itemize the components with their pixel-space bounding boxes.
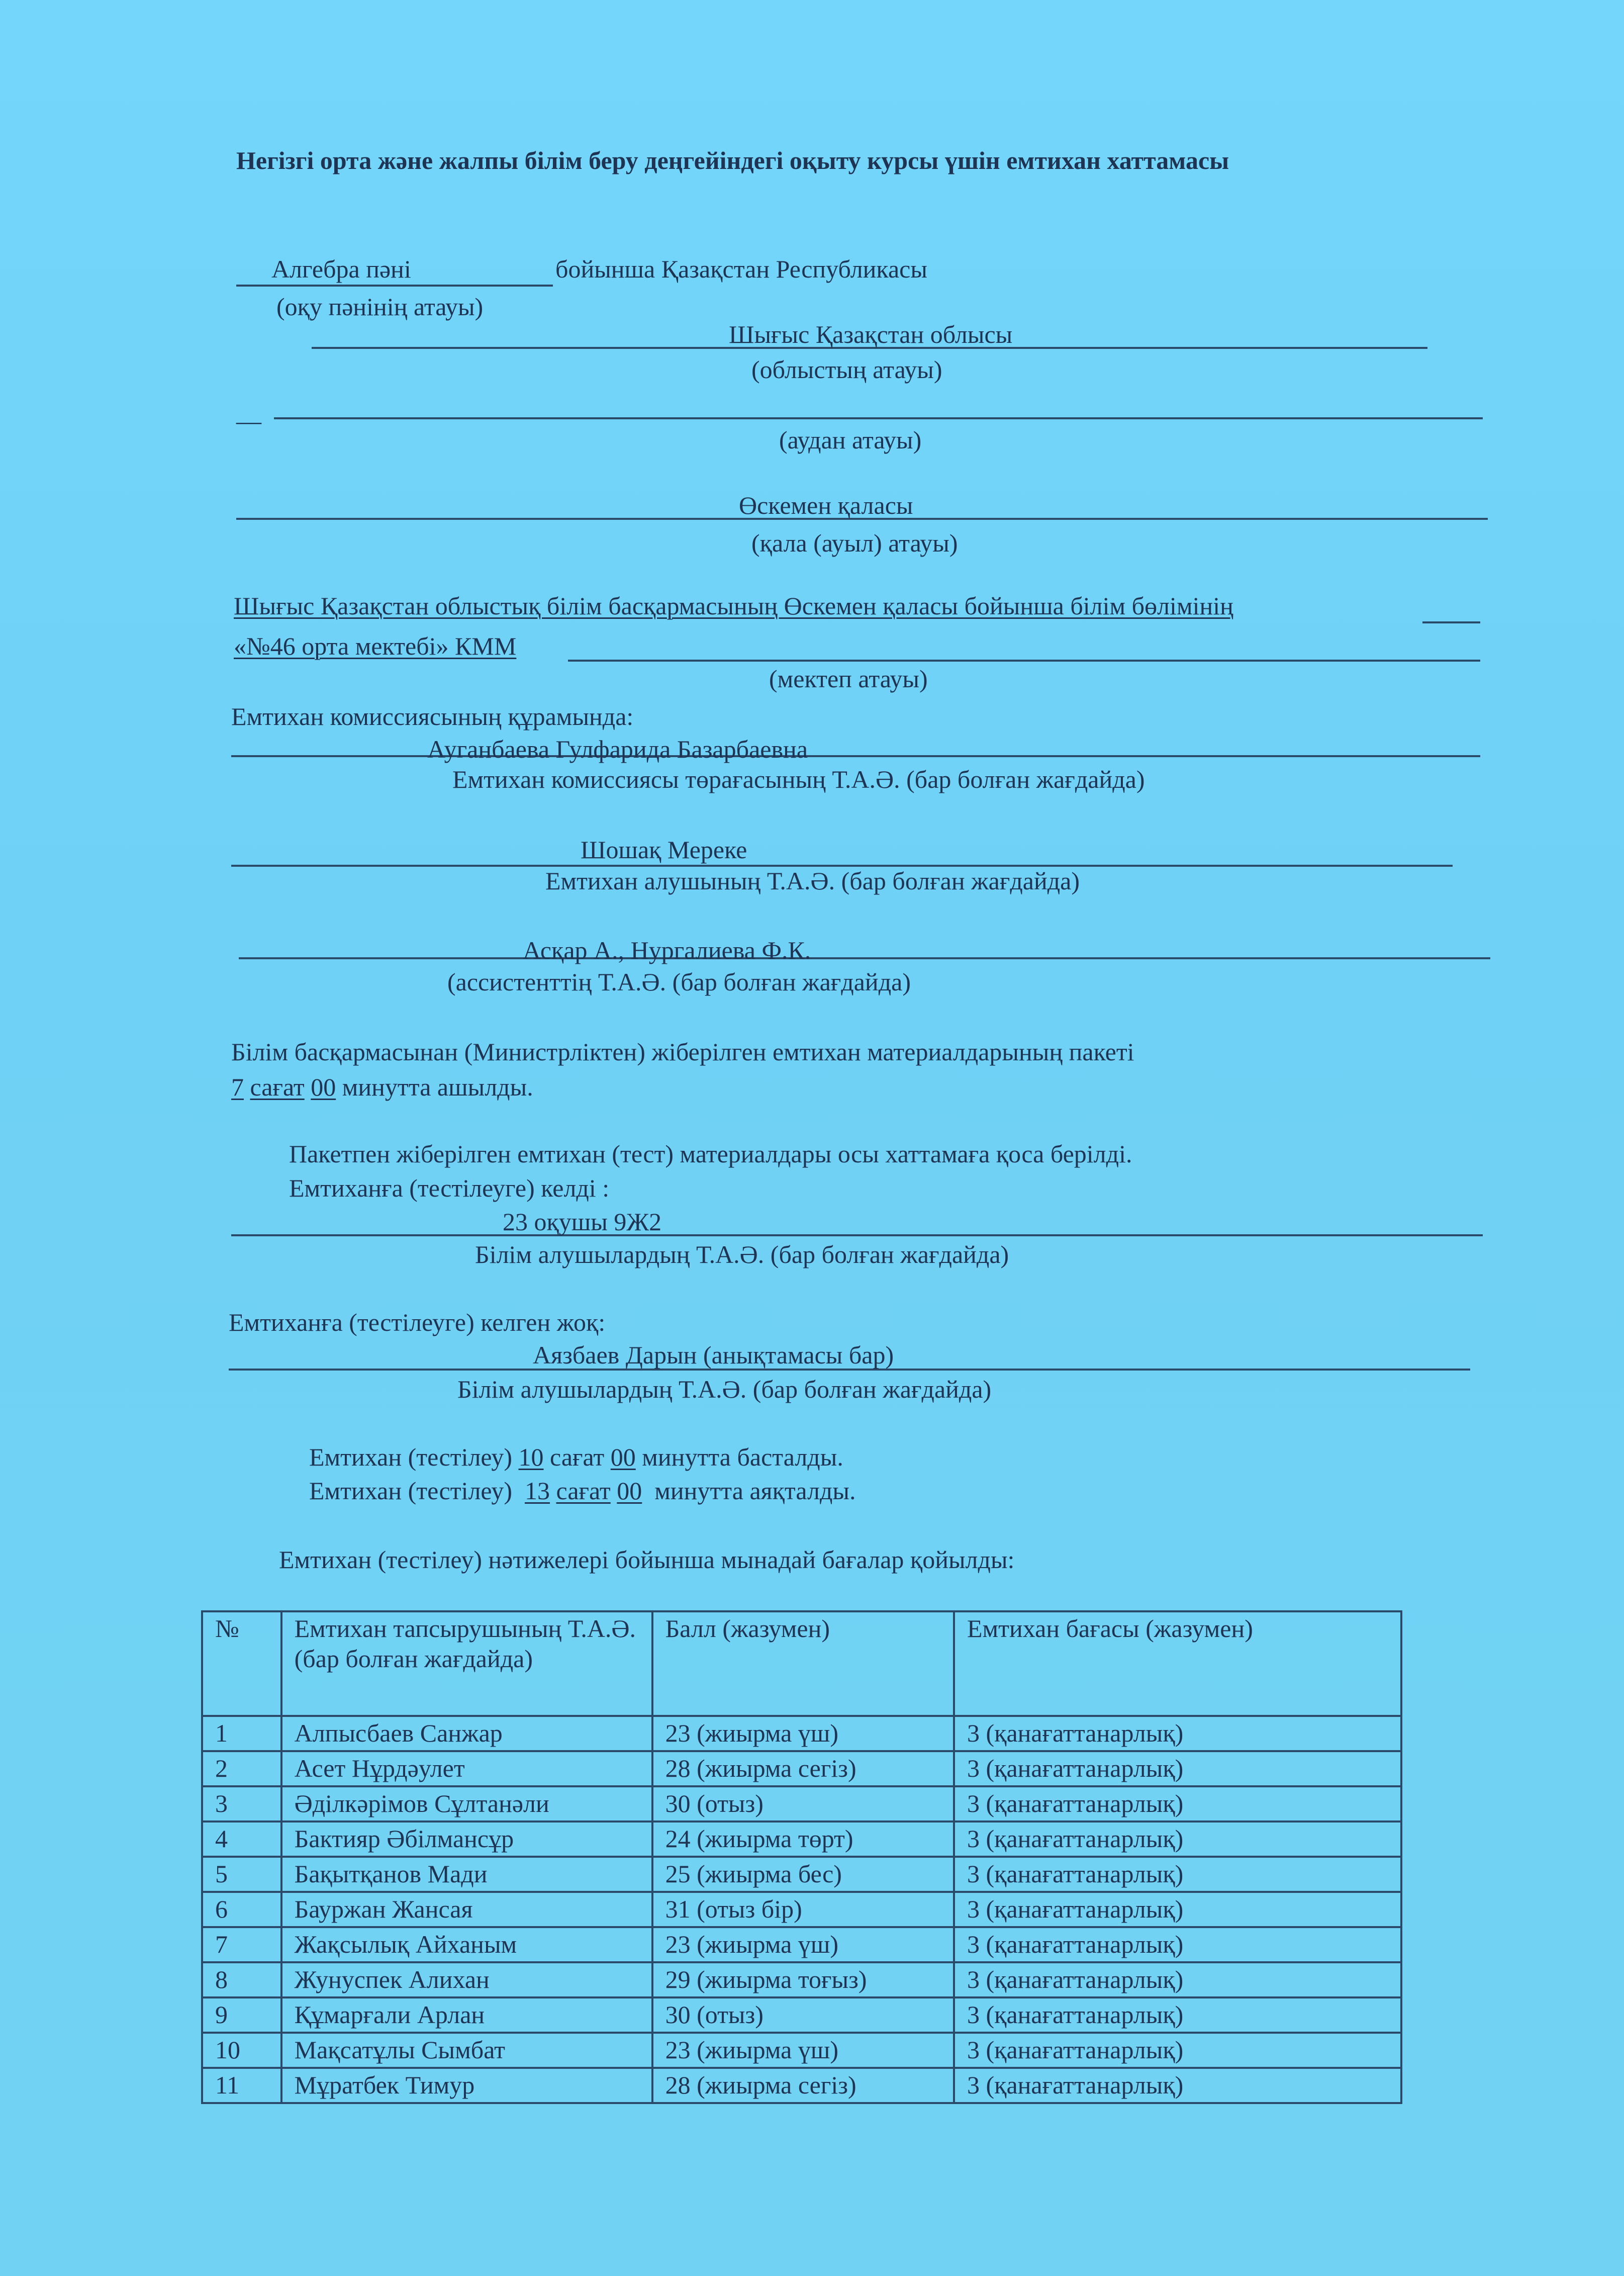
present-students: 23 оқушы 9Ж2 — [503, 1208, 662, 1236]
region-caption: (облыстың атауы) — [751, 355, 942, 384]
row-grade: 3 (қанағаттанарлық) — [954, 1822, 1401, 1857]
end-suffix: минутта аяқталды. — [654, 1477, 856, 1505]
package-minute: 00 — [311, 1073, 336, 1101]
row-number: 5 — [202, 1857, 281, 1892]
absent-heading: Емтиханға (тестілеуге) келген жоқ: — [229, 1308, 606, 1336]
subject-suffix: бойынша Қазақстан Республикасы — [555, 255, 927, 283]
assistants-underline — [239, 957, 1490, 959]
city-value: Өскемен қаласы — [739, 491, 913, 519]
row-number: 4 — [202, 1822, 281, 1857]
table-row — [202, 1822, 1401, 1857]
table-row — [202, 1786, 1401, 1822]
header-name: Емтихан тапсырушының Т.А.Ә. (бар болған жағдайда) — [281, 1611, 652, 1716]
table-header-row — [202, 1611, 1401, 1716]
row-score: 30 (отыз) — [652, 1786, 954, 1822]
row-number: 10 — [202, 2033, 281, 2068]
school-line2-underline — [568, 660, 1480, 662]
materials-line1: Пакетпен жіберілген емтихан (тест) материалдары осы хаттамаға қоса берілді. — [289, 1140, 1132, 1168]
school-caption: (мектеп атауы) — [769, 665, 928, 693]
school-line1: Шығыс Қазақстан облыстық білім басқармасының Өскемен қаласы бойынша білім бөлімінің — [234, 592, 1233, 620]
table-row — [202, 2068, 1401, 2103]
row-grade: 3 (қанағаттанарлық) — [954, 1927, 1401, 1962]
row-name: Бақытқанов Мади — [281, 1857, 652, 1892]
package-hour: 7 — [231, 1073, 244, 1101]
row-name: Мақсатұлы Сымбат — [281, 2033, 652, 2068]
table-row — [202, 1997, 1401, 2033]
table-row — [202, 1857, 1401, 1892]
row-number: 3 — [202, 1786, 281, 1822]
chair-name: Ауганбаева Гулфарида Базарбаевна — [427, 735, 808, 763]
row-number: 7 — [202, 1927, 281, 1962]
present-underline — [231, 1234, 1483, 1236]
row-score: 31 (отыз бір) — [652, 1892, 954, 1927]
city-caption: (қала (ауыл) атауы) — [751, 529, 958, 557]
chair-underline — [231, 755, 1480, 757]
examiner-caption: Емтихан алушының Т.А.Ә. (бар болған жағдайда) — [545, 867, 1080, 895]
examiner-name: Шошақ Мереке — [581, 836, 747, 864]
absent-names: Аязбаев Дарын (анықтамасы бар) — [533, 1341, 894, 1369]
row-score: 23 (жиырма үш) — [652, 1927, 954, 1962]
subject-caption: (оқу пәнінің атауы) — [276, 293, 484, 321]
row-name: Бактияр Әбілмансұр — [281, 1822, 652, 1857]
row-grade: 3 (қанағаттанарлық) — [954, 1716, 1401, 1751]
start-time-line — [309, 1442, 843, 1472]
end-minute: 00 — [617, 1477, 642, 1505]
end-time-line — [309, 1476, 856, 1506]
table-row — [202, 1962, 1401, 1997]
table-row — [202, 1751, 1401, 1786]
table-row — [202, 2033, 1401, 2068]
subject-value: Алгебра пәні — [271, 255, 411, 283]
row-score: 28 (жиырма сегіз) — [652, 1751, 954, 1786]
district-caption: (аудан атауы) — [779, 426, 922, 454]
table-row — [202, 1716, 1401, 1751]
row-name: Әділкәрімов Сұлтанәли — [281, 1786, 652, 1822]
row-number: 6 — [202, 1892, 281, 1927]
results-heading: Емтихан (тестілеу) нәтижелері бойынша мынадай бағалар қойылды: — [279, 1545, 1015, 1574]
region-value: Шығыс Қазақстан облысы — [729, 320, 1013, 348]
row-grade: 3 (қанағаттанарлық) — [954, 2068, 1401, 2103]
row-number: 9 — [202, 1997, 281, 2033]
row-grade: 3 (қанағаттанарлық) — [954, 1892, 1401, 1927]
package-line1: Білім басқармасынан (Министрліктен) жіберілген емтихан материалдарының пакеті — [231, 1038, 1134, 1066]
assistants-name: Асқар А., Нургалиева Ф.К. — [523, 936, 811, 964]
commission-heading: Емтихан комиссиясының құрамында: — [231, 702, 634, 731]
document-title: Негізгі орта және жалпы білім беру деңгейіндегі оқыту курсы үшін емтихан хаттамасы — [236, 146, 1229, 174]
package-hour-word: сағат — [250, 1073, 305, 1101]
row-number: 8 — [202, 1962, 281, 1997]
grades-table — [201, 1610, 1402, 2104]
row-score: 28 (жиырма сегіз) — [652, 2068, 954, 2103]
header-score: Балл (жазумен) — [652, 1611, 954, 1716]
chair-caption: Емтихан комиссиясы төрағасының Т.А.Ә. (бар болған жағдайда) — [452, 765, 1145, 793]
row-grade: 3 (қанағаттанарлық) — [954, 2033, 1401, 2068]
school-line2: «№46 орта мектебі» КММ — [234, 632, 517, 660]
end-hour: 13 — [525, 1477, 550, 1505]
row-name: Құмарғали Арлан — [281, 1997, 652, 2033]
table-row — [202, 1892, 1401, 1927]
present-caption: Білім алушылардың Т.А.Ә. (бар болған жағдайда) — [475, 1240, 1009, 1268]
row-name: Алпысбаев Санжар — [281, 1716, 652, 1751]
assistants-caption: (ассистенттің Т.А.Ә. (бар болған жағдайда) — [447, 968, 911, 996]
table-row — [202, 1927, 1401, 1962]
row-name: Жақсылық Айханым — [281, 1927, 652, 1962]
row-grade: 3 (қанағаттанарлық) — [954, 1962, 1401, 1997]
subject-underline — [236, 285, 553, 287]
header-number: № — [202, 1611, 281, 1716]
absent-caption: Білім алушылардың Т.А.Ә. (бар болған жағдайда) — [457, 1375, 992, 1403]
header-grade: Емтихан бағасы (жазумен) — [954, 1611, 1401, 1716]
start-minute: 00 — [610, 1443, 636, 1471]
row-grade: 3 (қанағаттанарлық) — [954, 1857, 1401, 1892]
materials-line2: Емтиханға (тестілеуге) келді : — [289, 1174, 610, 1202]
row-name: Асет Нұрдәулет — [281, 1751, 652, 1786]
start-suffix: минутта басталды. — [642, 1443, 843, 1471]
row-name: Бауржан Жансая — [281, 1892, 652, 1927]
package-minute-word: минутта ашылды. — [342, 1073, 533, 1101]
district-underline — [274, 417, 1483, 419]
end-hour-word: сағат — [556, 1477, 611, 1505]
row-grade: 3 (қанағаттанарлық) — [954, 1786, 1401, 1822]
start-hour: 10 — [518, 1443, 544, 1471]
row-score: 29 (жиырма тоғыз) — [652, 1962, 954, 1997]
school-line1-tail — [1422, 621, 1480, 623]
row-number: 1 — [202, 1716, 281, 1751]
row-score: 24 (жиырма төрт) — [652, 1822, 954, 1857]
row-score: 23 (жиырма үш) — [652, 2033, 954, 2068]
row-name: Жунуспек Алихан — [281, 1962, 652, 1997]
row-score: 30 (отыз) — [652, 1997, 954, 2033]
row-number: 2 — [202, 1751, 281, 1786]
row-name: Мұратбек Тимур — [281, 2068, 652, 2103]
row-score: 23 (жиырма үш) — [652, 1716, 954, 1751]
district-prefix: __ — [236, 398, 261, 426]
row-grade: 3 (қанағаттанарлық) — [954, 1997, 1401, 2033]
start-hour-word: сағат — [550, 1443, 605, 1471]
row-grade: 3 (қанағаттанарлық) — [954, 1751, 1401, 1786]
package-line2 — [231, 1072, 533, 1102]
row-number: 11 — [202, 2068, 281, 2103]
row-score: 25 (жиырма бес) — [652, 1857, 954, 1892]
start-label: Емтихан (тестілеу) — [309, 1443, 513, 1471]
end-label: Емтихан (тестілеу) — [309, 1477, 513, 1505]
